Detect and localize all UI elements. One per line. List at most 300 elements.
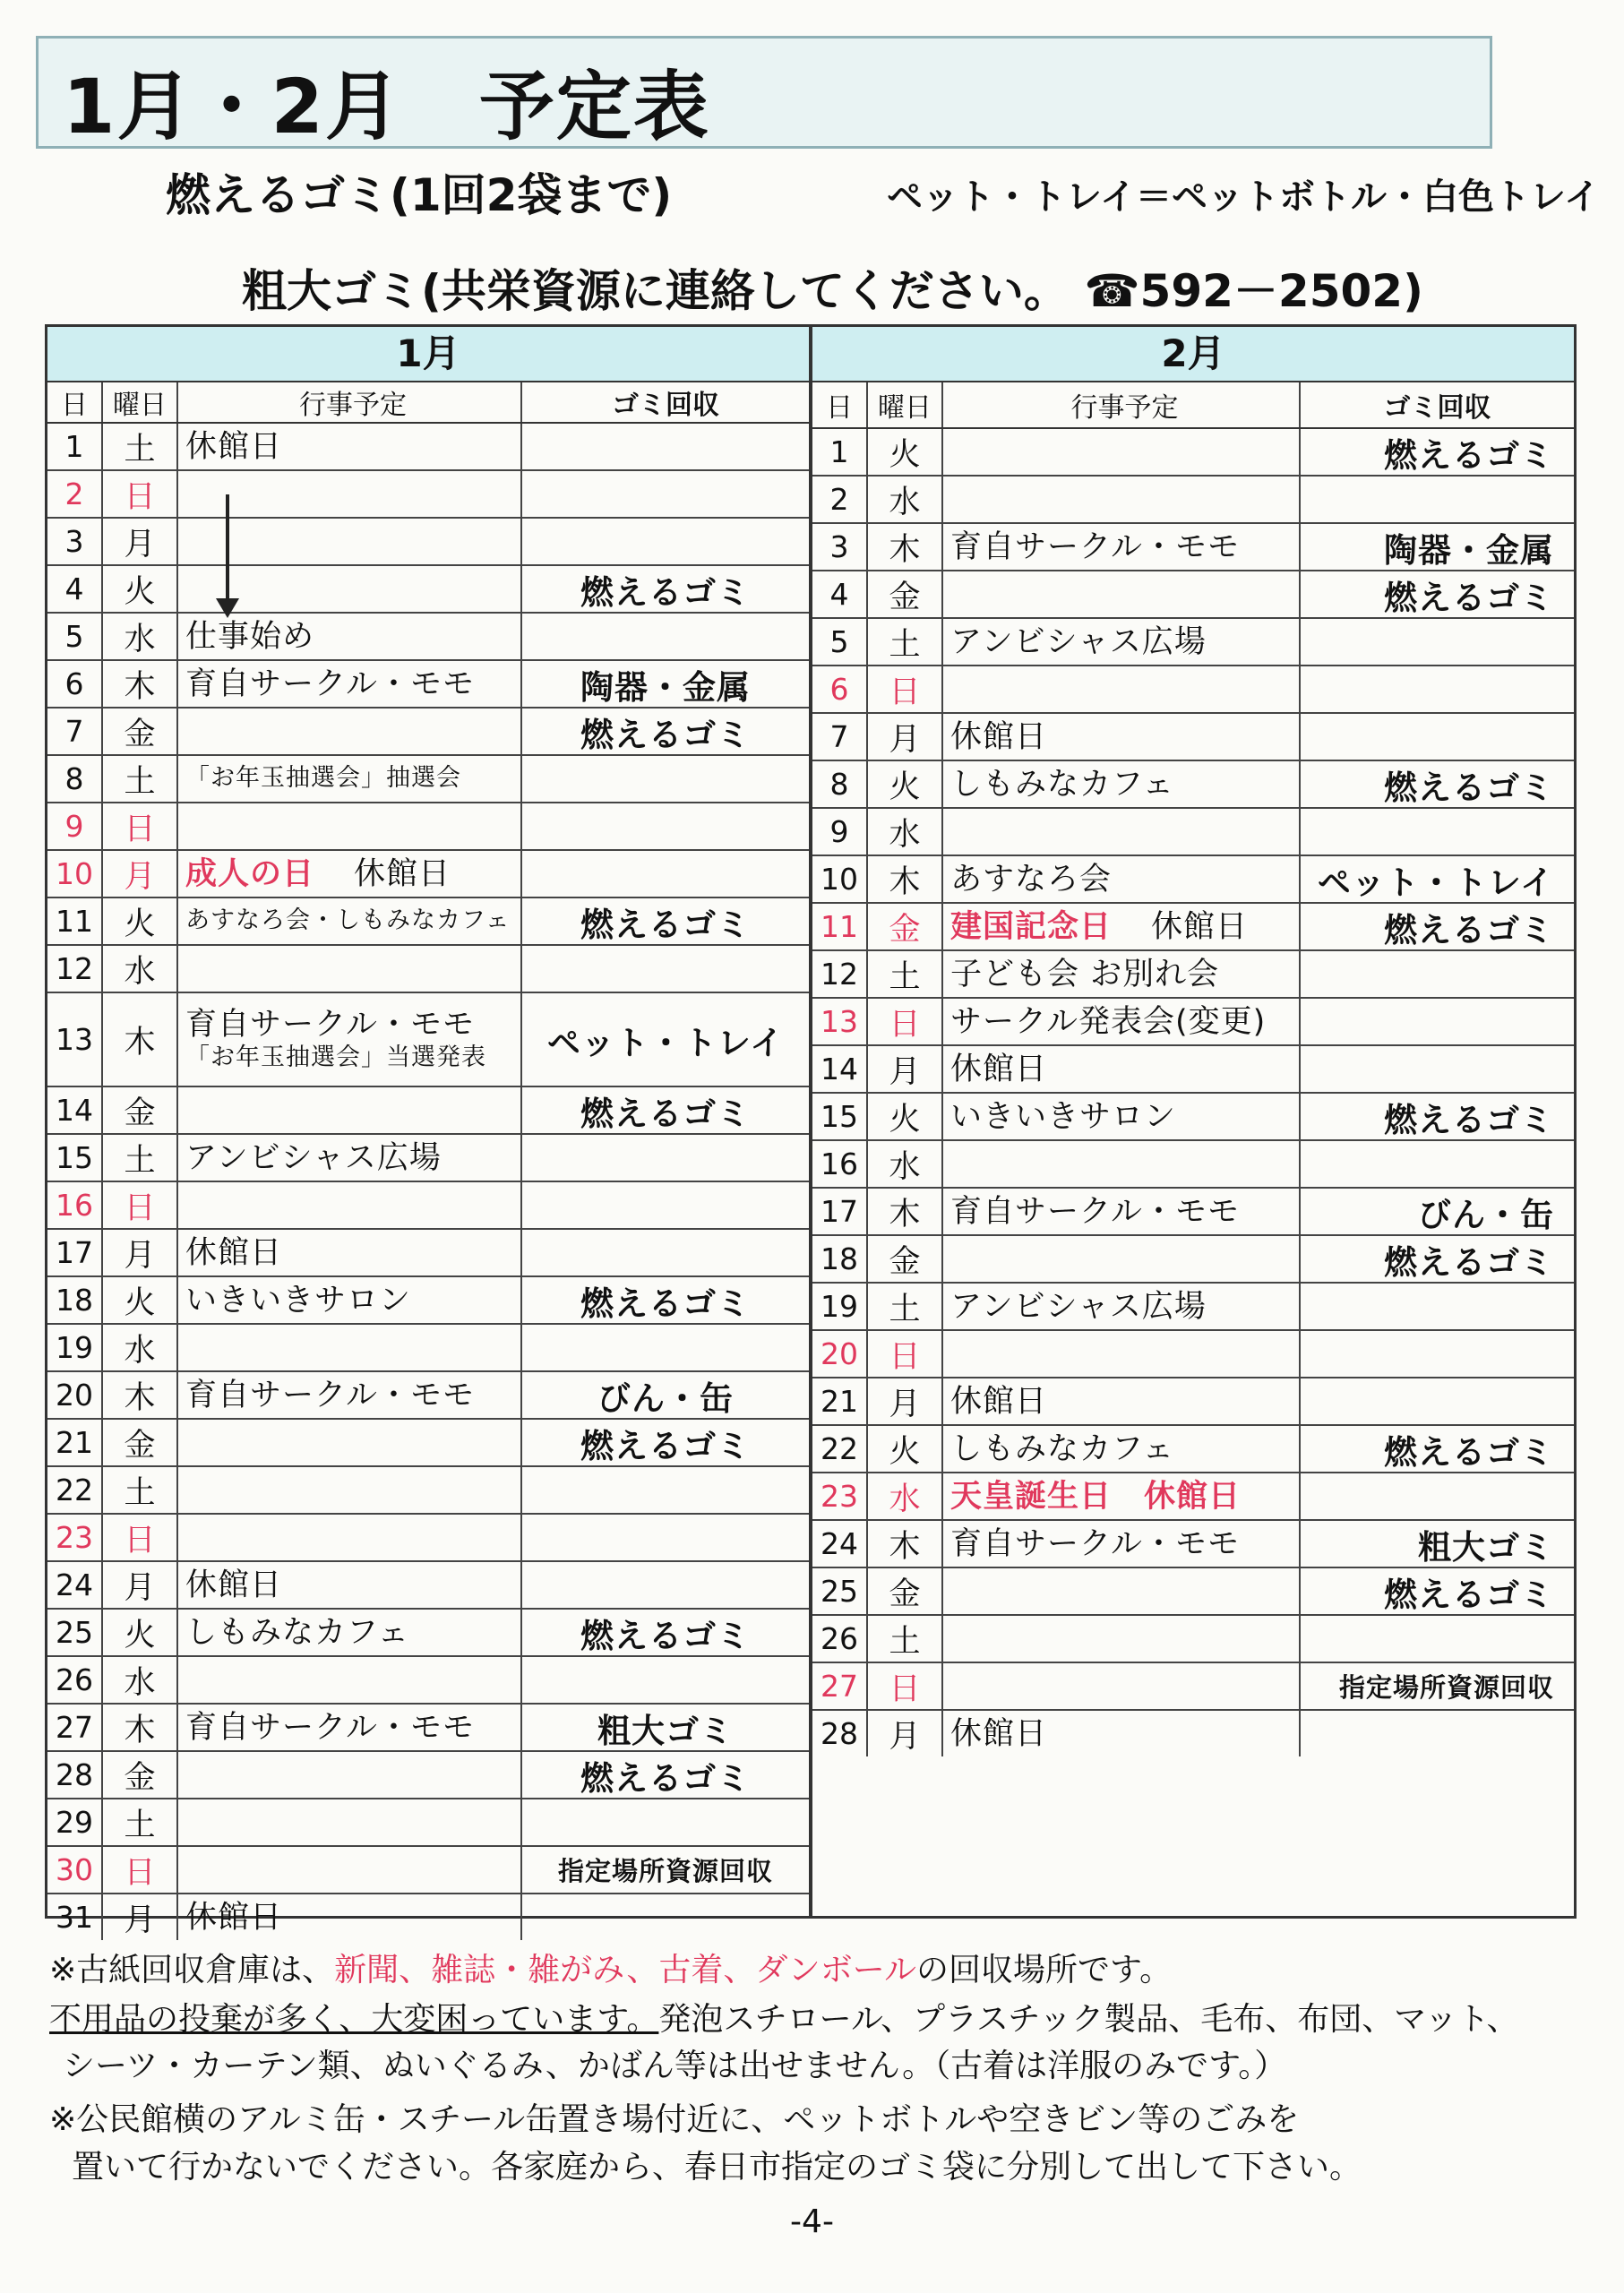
note-text: 発泡スチロール、プラスチック製品、毛布、布団、マット、 bbox=[658, 2001, 1519, 2038]
table-row bbox=[47, 1847, 809, 1894]
event-cell bbox=[943, 904, 1301, 949]
event-text bbox=[950, 1430, 1174, 1468]
weekday: 金 bbox=[103, 709, 178, 754]
day-number: 5 bbox=[47, 614, 103, 659]
event-text bbox=[950, 1193, 1240, 1231]
table-row bbox=[47, 1610, 809, 1657]
weekday: 土 bbox=[868, 951, 943, 997]
garbage-type: 燃えるゴミ bbox=[1384, 1432, 1554, 1472]
combustible-note: 燃えるゴミ(1回2袋まで) bbox=[166, 169, 673, 221]
event-text bbox=[950, 1003, 1266, 1041]
weekday: 水 bbox=[103, 1657, 178, 1703]
day-number: 25 bbox=[812, 1568, 868, 1614]
event-label: 休館日 bbox=[185, 1899, 283, 1936]
day-number: 20 bbox=[47, 1372, 103, 1418]
february-rows bbox=[812, 429, 1574, 1756]
weekday: 金 bbox=[868, 904, 943, 949]
month-title: 1月 bbox=[47, 327, 809, 382]
event-label: 子ども会 お別れ会 bbox=[950, 956, 1220, 992]
garbage-type bbox=[1301, 477, 1574, 522]
table-row bbox=[47, 1562, 809, 1610]
weekday: 木 bbox=[103, 1705, 178, 1750]
weekday: 火 bbox=[103, 898, 178, 944]
event-text bbox=[950, 1051, 1047, 1088]
table-row bbox=[812, 1663, 1574, 1711]
weekday: 土 bbox=[103, 424, 178, 469]
table-row bbox=[812, 1378, 1574, 1426]
table-row bbox=[812, 477, 1574, 524]
day-number: 14 bbox=[47, 1087, 103, 1133]
weekday: 日 bbox=[868, 999, 943, 1044]
garbage-type: ペット・トレイ bbox=[1317, 863, 1554, 902]
day-number: 14 bbox=[812, 1046, 868, 1092]
day-number: 28 bbox=[47, 1752, 103, 1798]
event-label: 育自サークル・モモ bbox=[185, 1709, 475, 1746]
table-row bbox=[812, 1331, 1574, 1378]
table-row bbox=[812, 856, 1574, 904]
table-row bbox=[47, 471, 809, 519]
event-text bbox=[185, 1899, 282, 1937]
weekday: 水 bbox=[868, 1141, 943, 1187]
table-row bbox=[812, 524, 1574, 571]
event-text bbox=[185, 1006, 475, 1043]
event-text bbox=[185, 1377, 475, 1414]
table-row bbox=[812, 761, 1574, 809]
event-cell bbox=[943, 477, 1301, 522]
event-cell bbox=[943, 951, 1301, 997]
event-label: 仕事始め bbox=[185, 618, 315, 655]
event-text bbox=[950, 623, 1207, 661]
weekday: 月 bbox=[868, 1711, 943, 1756]
weekday: 木 bbox=[868, 856, 943, 902]
event-label: いきいきサロン bbox=[950, 1098, 1177, 1135]
table-row bbox=[812, 714, 1574, 761]
table-row bbox=[47, 946, 809, 993]
event-cell bbox=[178, 851, 522, 897]
day-number: 16 bbox=[47, 1182, 103, 1228]
table-row bbox=[47, 1515, 809, 1562]
table-row bbox=[47, 1894, 809, 1940]
day-number: 24 bbox=[47, 1562, 103, 1608]
day-number: 31 bbox=[47, 1894, 103, 1940]
day-number: 29 bbox=[47, 1799, 103, 1845]
garbage-type: 燃えるゴミ bbox=[580, 1758, 751, 1798]
note-text: の回収場所です。 bbox=[915, 1952, 1173, 1988]
table-row bbox=[47, 661, 809, 709]
event-text bbox=[950, 1098, 1176, 1136]
arrow-head-icon bbox=[216, 598, 239, 618]
weekday: 金 bbox=[103, 1752, 178, 1798]
event-text bbox=[185, 1282, 411, 1319]
day-number: 7 bbox=[47, 709, 103, 754]
weekday: 土 bbox=[103, 756, 178, 802]
table-row bbox=[812, 619, 1574, 666]
event-cell bbox=[178, 1705, 522, 1750]
table-row bbox=[812, 1426, 1574, 1473]
day-number: 10 bbox=[47, 851, 103, 897]
event-text bbox=[950, 718, 1047, 756]
garbage-type bbox=[522, 1515, 809, 1560]
weekday: 火 bbox=[103, 1610, 178, 1655]
weekday: 土 bbox=[103, 1799, 178, 1845]
garbage-type bbox=[522, 1894, 809, 1940]
day-number: 8 bbox=[47, 756, 103, 802]
weekday: 日 bbox=[103, 1182, 178, 1228]
event-cell bbox=[943, 619, 1301, 665]
event-text bbox=[185, 618, 314, 656]
weekday: 水 bbox=[103, 946, 178, 992]
day-number: 22 bbox=[812, 1426, 868, 1472]
event-text bbox=[185, 666, 475, 703]
garbage-type: ペット・トレイ bbox=[546, 1023, 785, 1062]
garbage-type bbox=[522, 1325, 809, 1370]
day-number: 15 bbox=[812, 1094, 868, 1139]
event-label: しもみなカフェ bbox=[950, 766, 1175, 803]
day-number: 10 bbox=[812, 856, 868, 902]
garbage-type: 燃えるゴミ bbox=[1384, 578, 1554, 617]
weekday: 火 bbox=[868, 1426, 943, 1472]
table-row bbox=[47, 614, 809, 661]
event-cell bbox=[943, 856, 1301, 902]
garbage-type: 陶器・金属 bbox=[1384, 530, 1554, 570]
table-row bbox=[47, 1230, 809, 1277]
note-dumping-cont: シーツ・カーテン類、ぬいぐるみ、かばん等は出せません。（古着は洋服のみです。） bbox=[63, 2048, 1287, 2084]
day-number: 23 bbox=[47, 1515, 103, 1560]
february-calendar bbox=[809, 327, 1574, 1916]
event-label: 育自サークル・モモ bbox=[950, 1193, 1240, 1230]
column-headers bbox=[47, 382, 809, 424]
weekday: 日 bbox=[103, 1515, 178, 1560]
day-number: 4 bbox=[47, 566, 103, 612]
day-number: 25 bbox=[47, 1610, 103, 1655]
event-label: 休館日 bbox=[185, 1567, 283, 1603]
event-cell bbox=[943, 999, 1301, 1044]
weekday: 火 bbox=[868, 1094, 943, 1139]
event-cell bbox=[178, 1657, 522, 1703]
event-label: 休館日 bbox=[950, 1715, 1048, 1752]
event-cell bbox=[178, 1562, 522, 1608]
weekday: 水 bbox=[868, 809, 943, 855]
note-cans: ※公民館横のアルミ缶・スチール缶置き場付近に、ペットボトルや空きビン等のごみを bbox=[49, 2101, 1300, 2138]
garbage-type bbox=[522, 471, 809, 517]
table-row bbox=[812, 951, 1574, 999]
weekday: 火 bbox=[868, 429, 943, 475]
day-number: 27 bbox=[47, 1705, 103, 1750]
weekday: 土 bbox=[868, 1284, 943, 1329]
event-cell bbox=[943, 1046, 1301, 1092]
event-text bbox=[185, 906, 511, 935]
day-number: 8 bbox=[812, 761, 868, 807]
event-cell bbox=[943, 1378, 1301, 1424]
event-text bbox=[950, 956, 1219, 993]
event-cell bbox=[178, 1135, 522, 1181]
note-items: 新聞、雑誌・雑がみ、古着、ダンボール bbox=[334, 1952, 916, 1988]
weekday: 土 bbox=[868, 619, 943, 665]
garbage-type bbox=[522, 851, 809, 897]
day-number: 5 bbox=[812, 619, 868, 665]
day-number: 19 bbox=[47, 1325, 103, 1370]
event-cell bbox=[178, 1230, 522, 1275]
event-label: しもみなカフェ bbox=[185, 1614, 410, 1651]
garbage-type bbox=[522, 1562, 809, 1608]
day-number: 3 bbox=[47, 519, 103, 564]
table-row bbox=[47, 1325, 809, 1372]
day-number: 3 bbox=[812, 524, 868, 570]
garbage-type: びん・缶 bbox=[597, 1378, 734, 1418]
event-cell bbox=[943, 1331, 1301, 1377]
garbage-type: 燃えるゴミ bbox=[1384, 910, 1554, 949]
garbage-type: 粗大ゴミ bbox=[1418, 1527, 1554, 1567]
weekday: 火 bbox=[103, 1277, 178, 1323]
table-row bbox=[812, 809, 1574, 856]
oversized-note: 粗大ゴミ(共栄資源に連絡してください。 ☎592－2502) bbox=[242, 265, 1423, 317]
event-cell bbox=[943, 1426, 1301, 1472]
day-number: 6 bbox=[812, 666, 868, 712]
event-text bbox=[185, 764, 461, 793]
weekday: 月 bbox=[103, 1562, 178, 1608]
garbage-type: 燃えるゴミ bbox=[580, 715, 751, 754]
event-cell bbox=[943, 571, 1301, 617]
col-weekday: 曜日 bbox=[103, 382, 178, 422]
event-cell bbox=[943, 809, 1301, 855]
event-cell bbox=[943, 714, 1301, 760]
event-label: 育自サークル・モモ bbox=[950, 528, 1240, 565]
event-cell bbox=[178, 1752, 522, 1798]
garbage-type bbox=[522, 1657, 809, 1703]
weekday: 日 bbox=[103, 471, 178, 517]
event-cell bbox=[943, 1521, 1301, 1567]
weekday: 月 bbox=[103, 519, 178, 564]
table-row bbox=[812, 1094, 1574, 1141]
event-label: 休館日 bbox=[185, 428, 283, 465]
page-number: -4- bbox=[790, 2203, 834, 2240]
table-row bbox=[812, 1189, 1574, 1236]
table-row bbox=[47, 1182, 809, 1230]
event-label: 休館日 bbox=[950, 1383, 1048, 1420]
day-number: 18 bbox=[47, 1277, 103, 1323]
event-cell bbox=[178, 424, 522, 469]
weekday: 日 bbox=[868, 1663, 943, 1709]
day-number: 12 bbox=[47, 946, 103, 992]
event-cell bbox=[943, 1141, 1301, 1187]
day-number: 26 bbox=[812, 1616, 868, 1662]
table-row bbox=[812, 571, 1574, 619]
event-text bbox=[185, 1139, 442, 1177]
weekday: 水 bbox=[868, 1473, 943, 1519]
event-cell bbox=[178, 898, 522, 944]
garbage-type: 燃えるゴミ bbox=[580, 572, 751, 612]
event-text bbox=[950, 1525, 1240, 1563]
event-cell bbox=[943, 1473, 1301, 1519]
closed-label: 休館日 bbox=[1151, 908, 1249, 945]
day-number: 4 bbox=[812, 571, 868, 617]
table-row bbox=[812, 1616, 1574, 1663]
weekday: 日 bbox=[103, 803, 178, 849]
note-cans-cont: 置いて行かないでください。各家庭から、春日市指定のゴミ袋に分別して出して下さい。 bbox=[72, 2149, 1362, 2186]
event-label: アンビシャス広場 bbox=[950, 623, 1207, 660]
day-number: 27 bbox=[812, 1663, 868, 1709]
event-label: アンビシャス広場 bbox=[950, 1288, 1207, 1325]
weekday: 火 bbox=[868, 761, 943, 807]
table-row bbox=[47, 1420, 809, 1467]
note-paper-collection bbox=[49, 1951, 1172, 1989]
day-number: 16 bbox=[812, 1141, 868, 1187]
day-number: 15 bbox=[47, 1135, 103, 1181]
day-number: 26 bbox=[47, 1657, 103, 1703]
event-cell bbox=[943, 1568, 1301, 1614]
event-cell bbox=[178, 993, 522, 1086]
garbage-type: 陶器・金属 bbox=[580, 667, 751, 707]
garbage-type: 燃えるゴミ bbox=[580, 905, 751, 944]
day-number: 20 bbox=[812, 1331, 868, 1377]
weekday: 木 bbox=[868, 1521, 943, 1567]
event-text bbox=[950, 908, 1248, 946]
table-row bbox=[47, 1087, 809, 1135]
weekday: 火 bbox=[103, 566, 178, 612]
event-text bbox=[185, 1234, 282, 1272]
table-row bbox=[47, 993, 809, 1087]
table-row bbox=[47, 1752, 809, 1799]
day-number: 19 bbox=[812, 1284, 868, 1329]
table-row bbox=[812, 999, 1574, 1046]
garbage-type: 燃えるゴミ bbox=[1384, 1100, 1554, 1139]
event-cell bbox=[178, 1372, 522, 1418]
weekday: 水 bbox=[868, 477, 943, 522]
event-cell bbox=[178, 803, 522, 849]
garbage-type bbox=[522, 519, 809, 564]
event-text bbox=[185, 1043, 486, 1072]
january-calendar bbox=[47, 327, 809, 1938]
col-weekday: 曜日 bbox=[868, 382, 943, 427]
garbage-type bbox=[1301, 1711, 1574, 1756]
garbage-type bbox=[522, 803, 809, 849]
event-cell bbox=[178, 1182, 522, 1228]
weekday: 木 bbox=[103, 993, 178, 1086]
table-row bbox=[812, 1711, 1574, 1756]
event-label: 育自サークル・モモ bbox=[185, 666, 475, 702]
garbage-type: 燃えるゴミ bbox=[580, 1616, 751, 1655]
col-event: 行事予定 bbox=[178, 382, 522, 422]
event-label: あすなろ会 bbox=[950, 861, 1113, 897]
day-number: 23 bbox=[812, 1473, 868, 1519]
event-label: 天皇誕生日 休館日 bbox=[950, 1478, 1242, 1515]
weekday: 土 bbox=[103, 1135, 178, 1181]
event-cell bbox=[178, 614, 522, 659]
garbage-type bbox=[1301, 1331, 1574, 1377]
garbage-type bbox=[522, 946, 809, 992]
garbage-type: 燃えるゴミ bbox=[580, 1426, 751, 1465]
garbage-type: 燃えるゴミ bbox=[1384, 435, 1554, 475]
day-number: 21 bbox=[812, 1378, 868, 1424]
event-cell bbox=[178, 1847, 522, 1893]
event-text bbox=[185, 1567, 282, 1604]
garbage-type: 燃えるゴミ bbox=[1384, 768, 1554, 807]
event-text bbox=[950, 861, 1112, 898]
weekday: 月 bbox=[103, 851, 178, 897]
event-cell bbox=[178, 1515, 522, 1560]
weekday: 水 bbox=[103, 1325, 178, 1370]
event-text bbox=[950, 766, 1174, 803]
event-cell bbox=[178, 1420, 522, 1465]
day-number: 21 bbox=[47, 1420, 103, 1465]
event-cell bbox=[178, 1467, 522, 1513]
garbage-type bbox=[522, 1182, 809, 1228]
event-text bbox=[185, 1709, 475, 1747]
event-label: サークル発表会(変更) bbox=[950, 1003, 1267, 1040]
day-number: 17 bbox=[47, 1230, 103, 1275]
weekday: 土 bbox=[103, 1467, 178, 1513]
garbage-type: 指定場所資源回収 bbox=[557, 1856, 773, 1886]
garbage-type bbox=[1301, 619, 1574, 665]
event-cell bbox=[178, 1277, 522, 1323]
event-cell bbox=[178, 519, 522, 564]
event-cell bbox=[178, 1610, 522, 1655]
event-cell bbox=[178, 946, 522, 992]
garbage-type: 粗大ゴミ bbox=[597, 1711, 734, 1750]
weekday: 月 bbox=[868, 1378, 943, 1424]
day-number: 28 bbox=[812, 1711, 868, 1756]
col-garbage: ゴミ回収 bbox=[612, 390, 719, 421]
weekday: 月 bbox=[103, 1230, 178, 1275]
day-number: 11 bbox=[812, 904, 868, 949]
table-row bbox=[47, 851, 809, 898]
table-row bbox=[47, 1467, 809, 1515]
garbage-type: 燃えるゴミ bbox=[580, 1284, 751, 1323]
garbage-type bbox=[522, 1135, 809, 1181]
event-cell bbox=[943, 524, 1301, 570]
note-dumping bbox=[49, 2000, 1519, 2039]
day-number: 9 bbox=[812, 809, 868, 855]
day-number: 13 bbox=[812, 999, 868, 1044]
garbage-type: びん・缶 bbox=[1418, 1195, 1554, 1234]
event-cell bbox=[178, 709, 522, 754]
page-title: 1月・2月 予定表 bbox=[63, 63, 710, 150]
schedule-table bbox=[45, 324, 1577, 1938]
table-row bbox=[47, 756, 809, 803]
weekday: 月 bbox=[103, 1894, 178, 1940]
day-number: 2 bbox=[812, 477, 868, 522]
garbage-type bbox=[1301, 999, 1574, 1044]
event-text bbox=[950, 1383, 1047, 1421]
weekday: 月 bbox=[868, 1046, 943, 1092]
day-number: 11 bbox=[47, 898, 103, 944]
table-row bbox=[47, 898, 809, 946]
garbage-type: 指定場所資源回収 bbox=[1338, 1672, 1554, 1703]
pet-tray-note: ペット・トレイ＝ペットボトル・白色トレイ bbox=[887, 176, 1600, 218]
event-cell bbox=[178, 1325, 522, 1370]
event-text bbox=[950, 528, 1240, 566]
january-rows bbox=[47, 424, 809, 1940]
event-label: 休館日 bbox=[950, 1051, 1048, 1087]
table-row bbox=[812, 1141, 1574, 1189]
event-label: 「お年玉抽選会」当選発表 bbox=[185, 1043, 486, 1072]
col-garbage: ゴミ回収 bbox=[1383, 392, 1491, 424]
table-row bbox=[47, 1657, 809, 1705]
event-text bbox=[185, 855, 451, 893]
garbage-type bbox=[1301, 1473, 1574, 1519]
table-row bbox=[812, 1284, 1574, 1331]
event-label: いきいきサロン bbox=[185, 1282, 412, 1318]
weekday: 木 bbox=[868, 1189, 943, 1234]
day-number: 30 bbox=[47, 1847, 103, 1893]
day-number: 17 bbox=[812, 1189, 868, 1234]
weekday: 日 bbox=[103, 1847, 178, 1893]
event-cell bbox=[943, 1663, 1301, 1709]
table-row bbox=[47, 1372, 809, 1420]
garbage-type: 燃えるゴミ bbox=[1384, 1242, 1554, 1282]
event-text bbox=[950, 1288, 1207, 1326]
day-number: 6 bbox=[47, 661, 103, 707]
